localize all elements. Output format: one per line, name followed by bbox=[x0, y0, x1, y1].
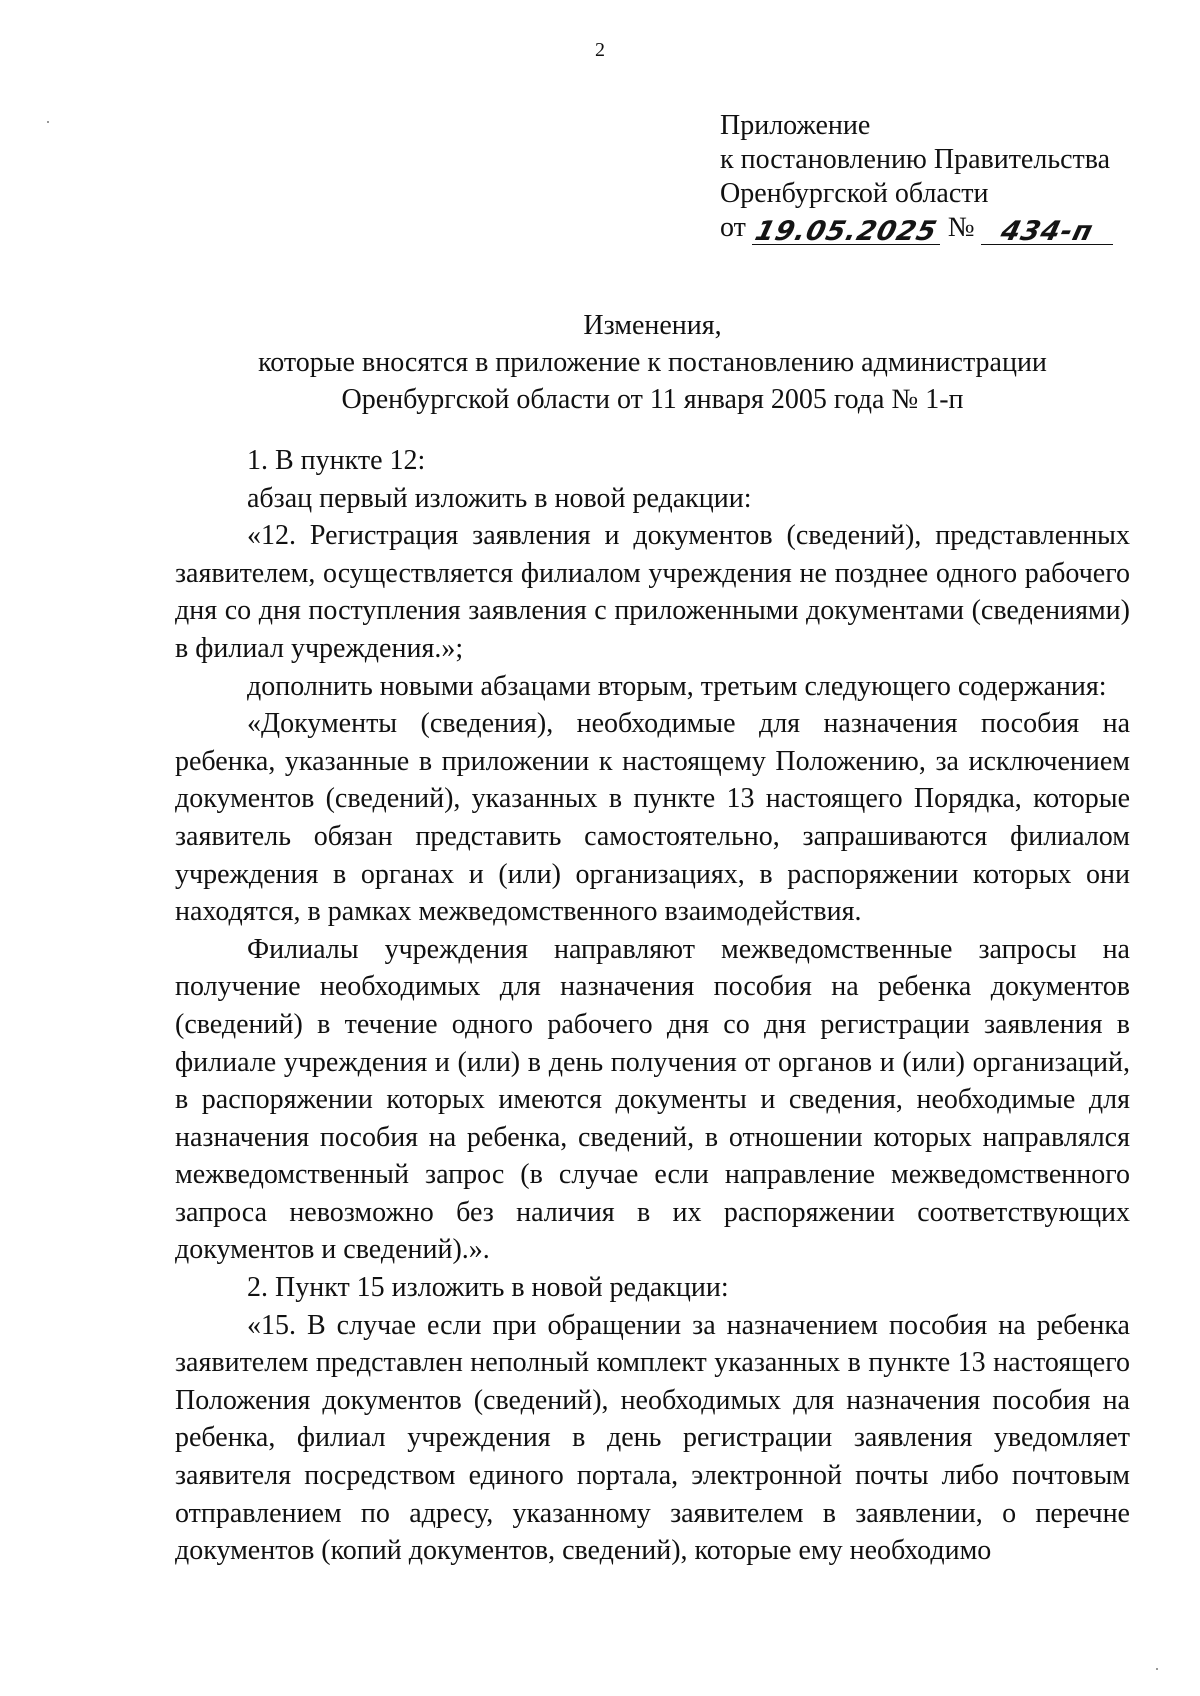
appendix-date-number-line bbox=[720, 211, 1180, 245]
handwritten-date: 19.05.2025 bbox=[751, 216, 941, 247]
appendix-region: Оренбургской области bbox=[720, 178, 989, 209]
paragraph: абзац первый изложить в новой редакции: bbox=[247, 482, 752, 514]
paragraph: дополнить новыми абзацами вторым, третьим следующего содержания: bbox=[247, 670, 1107, 702]
paragraph: Филиалы учреждения направляют межведомственные запросы на получение необходимых для назначения пособия на ребенка документов (сведений) в течение одного рабочего дня со дня регистрации заявления в филиале учреждения и (или) в день получения от органов и (или) организаций, в распоряжении которых имеются документы и сведения, необходимые для назначения пособия на ребенка, сведений, в отношении которых направлялся межведомственный запрос (в случае если направление межведомственного запроса невозможно без наличия в их распоряжении соответствующих документов и сведений).». bbox=[175, 933, 1130, 1266]
heading-subtitle-line2: Оренбургской области от 11 января 2005 года № 1-п bbox=[341, 384, 964, 415]
date-field bbox=[752, 214, 940, 245]
document-body bbox=[175, 442, 1130, 1570]
scan-speck bbox=[1156, 1668, 1158, 1670]
number-label: № bbox=[947, 212, 975, 243]
paragraph: «15. В случае если при обращении за назначением пособия на ребенка заявителем представлен неполный комплект указанных в пункте 13 настоящего Положения документов (сведений), необходимых для назначения пособия на ребенка, филиал учреждения в день регистрации заявления уведомляет заявителя посредством единого портала, электронной почты либо почтовым отправлением по адресу, указанному заявителем в заявлении, о перечне документов (копий документов, сведений), которые ему необходимо bbox=[175, 1309, 1130, 1567]
paragraph: «12. Регистрация заявления и документов (сведений), представленных заявителем, осуществляется филиалом учреждения не позднее одного рабочего дня со дня поступления заявления с приложенными документами (сведениями) в филиал учреждения.»; bbox=[175, 520, 1130, 664]
paragraph-item-2: 2. Пункт 15 изложить в новой редакции: bbox=[247, 1272, 729, 1304]
appendix-title: Приложение bbox=[720, 110, 871, 141]
appendix-block bbox=[720, 109, 1180, 245]
heading-subtitle-line1: которые вносятся в приложение к постановлению администрации bbox=[258, 347, 1047, 378]
page-number: 2 bbox=[595, 39, 605, 61]
handwritten-number: 434-п bbox=[997, 216, 1097, 247]
heading-title: Изменения, bbox=[583, 310, 722, 341]
from-label: от bbox=[720, 212, 746, 243]
paragraph-item-1: 1. В пункте 12: bbox=[247, 445, 426, 476]
paragraph: «Документы (сведения), необходимые для назначения пособия на ребенка, указанные в приложении к настоящему Положению, за исключением документов (сведений), указанных в пункте 13 настоящего Порядка, которые заявитель обязан представить самостоятельно, запрашиваются филиалом учреждения в органах и (или) организациях, в распоряжении которых они находятся, в рамках межведомственного взаимодействия. bbox=[175, 708, 1130, 928]
document-heading bbox=[175, 307, 1130, 418]
appendix-reference: к постановлению Правительства bbox=[720, 144, 1111, 175]
number-field bbox=[981, 214, 1113, 245]
scan-speck bbox=[47, 121, 49, 123]
